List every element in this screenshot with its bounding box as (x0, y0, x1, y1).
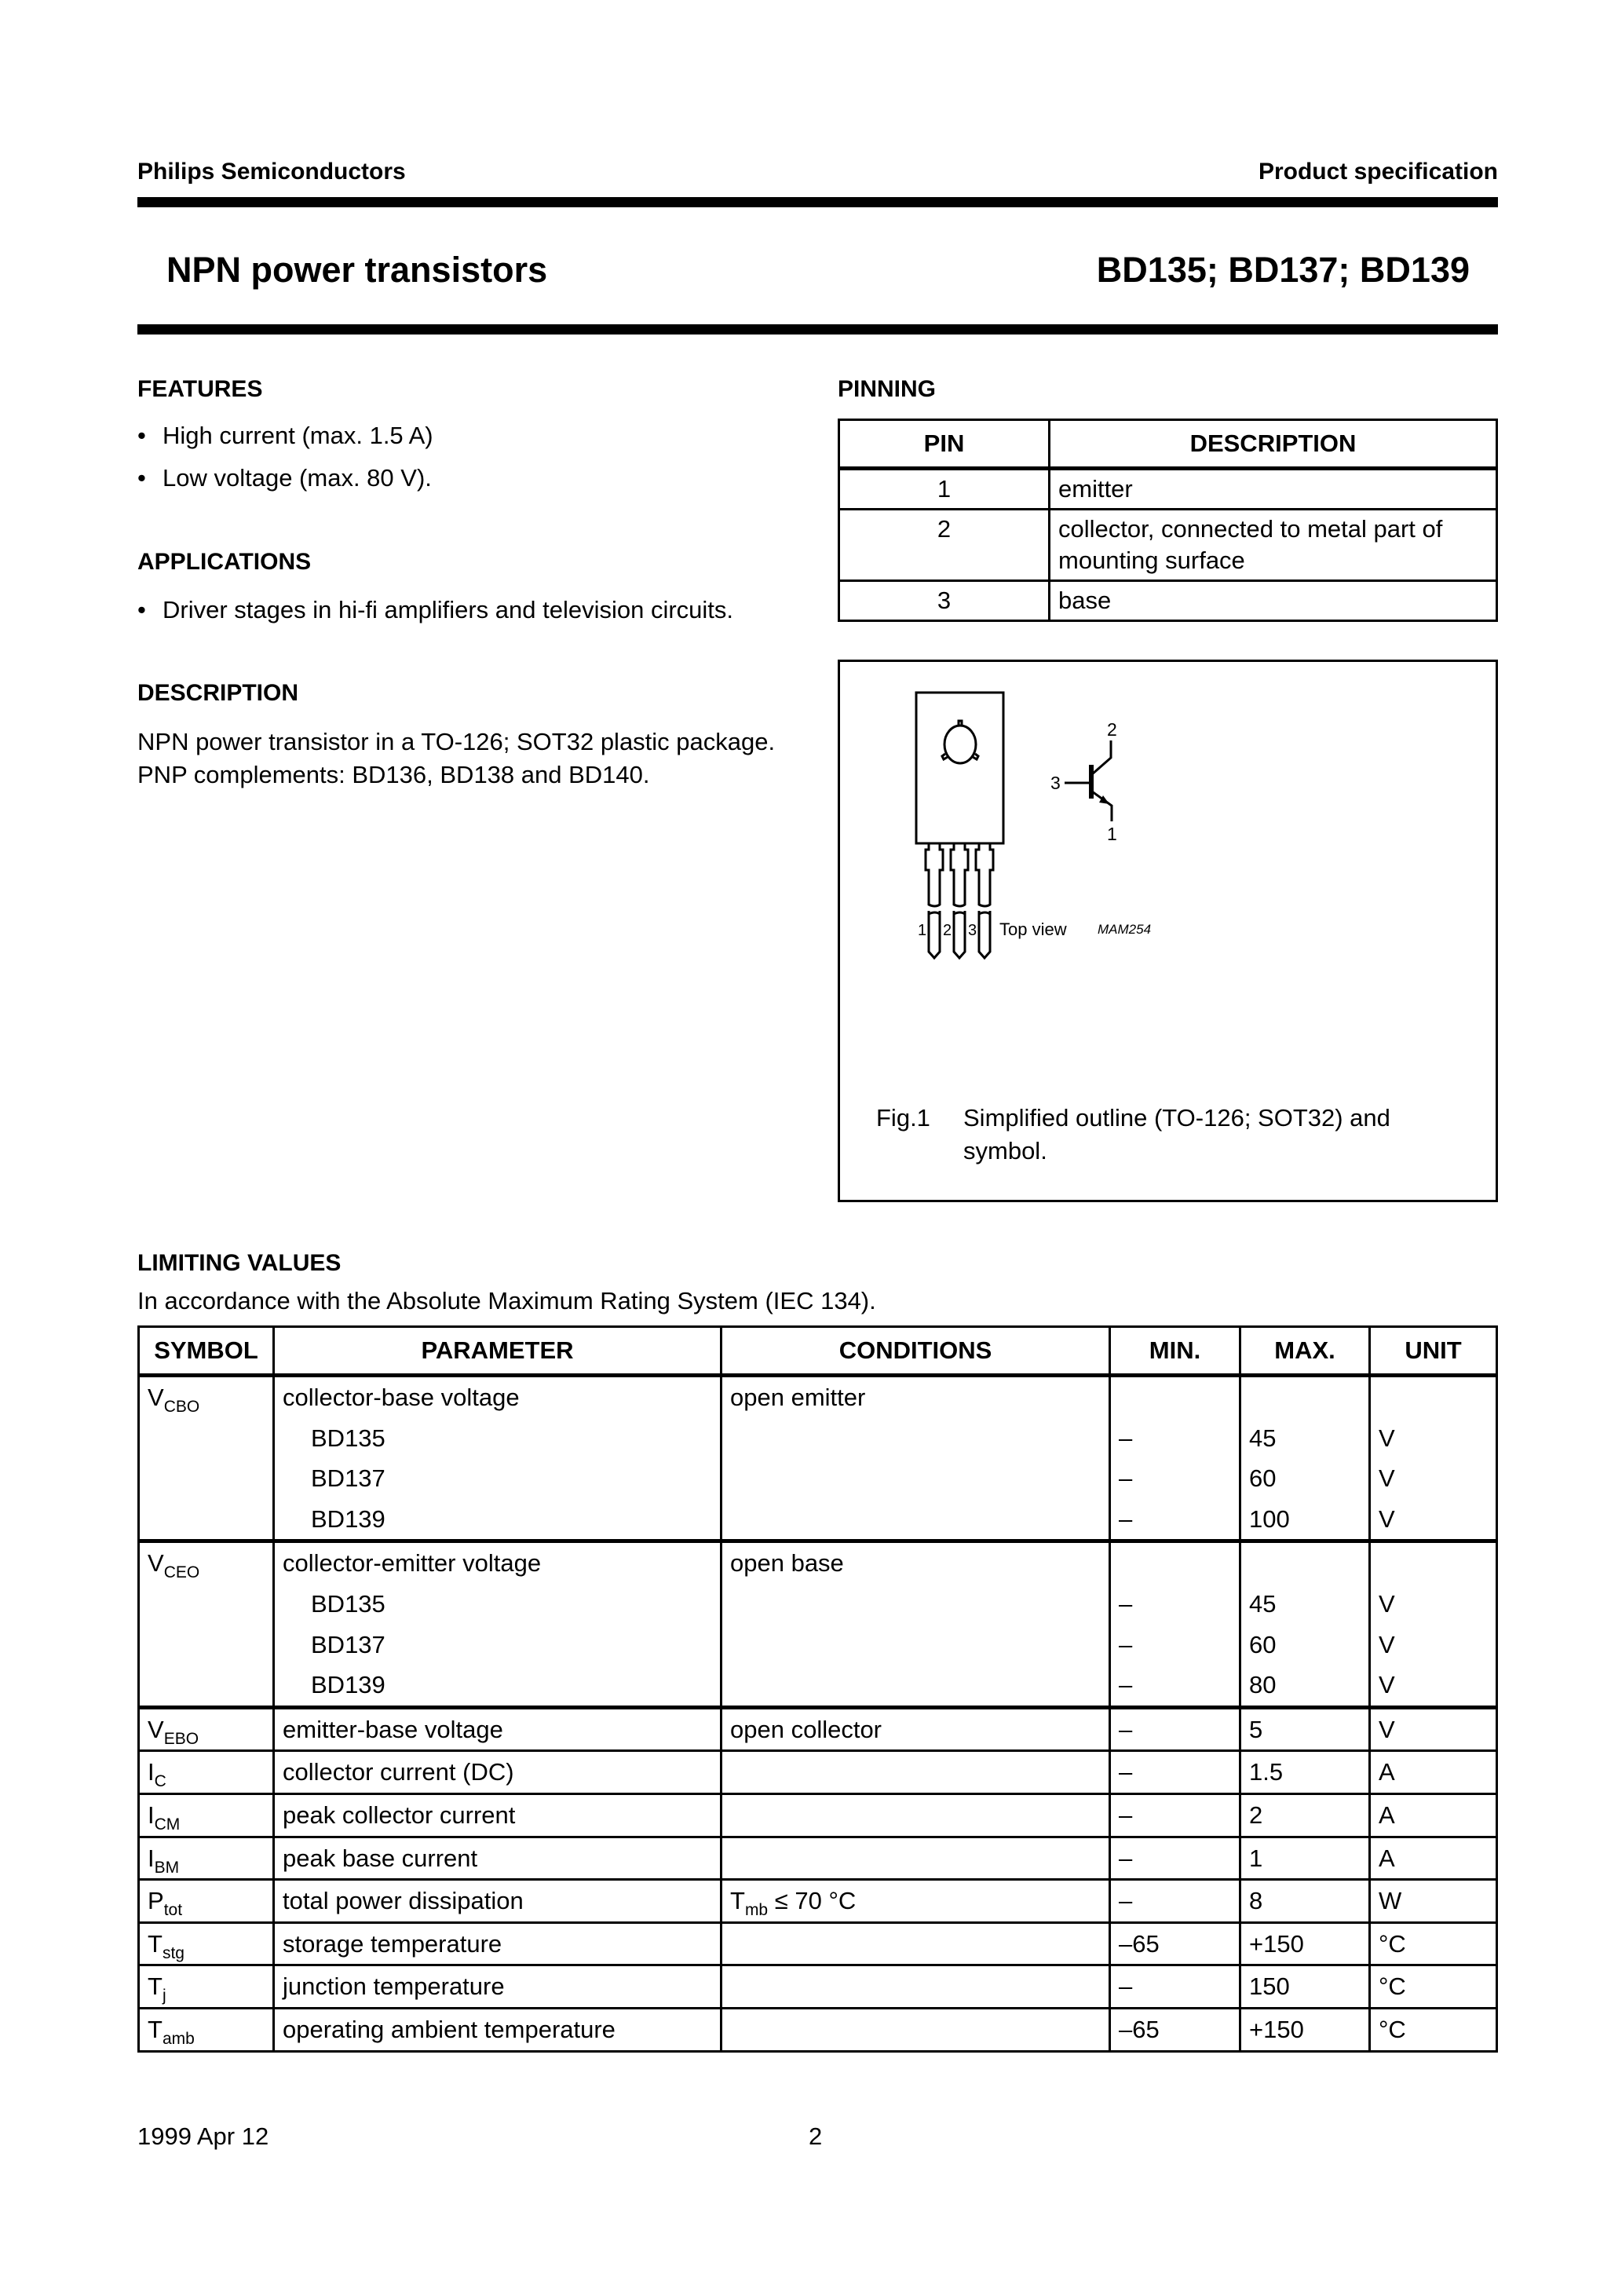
symbol-subscript: CBO (163, 1398, 200, 1416)
unit-cell (1370, 1376, 1497, 1541)
parameter: collector-base voltage (283, 1384, 520, 1411)
min-cell: – (1110, 1707, 1240, 1751)
max-value: 60 (1249, 1630, 1277, 1658)
symbol-cell (139, 2008, 274, 2051)
table-row (139, 1922, 1497, 1965)
min-cell: – (1110, 1965, 1240, 2009)
symbol-subscript: tot (163, 1901, 183, 1920)
max-value: 60 (1249, 1464, 1277, 1493)
table-row (139, 1751, 1497, 1794)
col-unit: UNIT (1370, 1327, 1497, 1376)
table-row (839, 510, 1497, 581)
parameter-cell: total power dissipation (274, 1880, 721, 1923)
package-body (916, 693, 1003, 843)
parameter-cell: operating ambient temperature (274, 2008, 721, 2051)
spacer (1119, 1377, 1231, 1418)
unit-value: V (1379, 1589, 1395, 1618)
application-item: • Driver stages in hi-fi amplifiers and television circuits. (137, 594, 828, 627)
table-row (839, 469, 1497, 510)
unit-cell: A (1370, 1837, 1497, 1880)
pinning-heading: PINNING (838, 376, 937, 402)
max-cell: 5 (1240, 1707, 1370, 1751)
parameter: collector-emitter voltage (283, 1549, 542, 1578)
conditions-cell (721, 1922, 1110, 1965)
table-row (139, 1793, 1497, 1837)
table-row (139, 1707, 1497, 1751)
condition-subscript: mb (744, 1901, 769, 1920)
col-max: MAX. (1240, 1327, 1370, 1376)
table-row (139, 1376, 1497, 1541)
conditions-cell: open base (721, 1541, 1110, 1707)
col-min: MIN. (1110, 1327, 1240, 1376)
max-cell: 1.5 (1240, 1751, 1370, 1794)
min-value: – (1119, 1630, 1133, 1658)
symbol-subscript: EBO (163, 1729, 199, 1748)
unit-cell: A (1370, 1793, 1497, 1837)
max-value: 45 (1249, 1424, 1277, 1452)
parameter-cell (274, 1376, 721, 1541)
symbol: T (148, 1972, 163, 2001)
parameter-cell: peak base current (274, 1837, 721, 1880)
conditions-cell (721, 1793, 1110, 1837)
symbol-subscript: j (162, 1987, 166, 2005)
max-value: 100 (1249, 1504, 1290, 1533)
table-row (139, 1837, 1497, 1880)
parameter-cell: peak collector current (274, 1793, 721, 1837)
unit-cell: W (1370, 1880, 1497, 1923)
symbol-subscript: CM (154, 1815, 181, 1834)
min-value: – (1119, 1424, 1133, 1452)
footer-date: 1999 Apr 12 (137, 2122, 269, 2150)
conditions-cell: open emitter (721, 1376, 1110, 1541)
max-cell (1240, 1376, 1370, 1541)
table-row (139, 1541, 1497, 1707)
lead-label: 3 (968, 922, 977, 939)
min-value: – (1119, 1464, 1133, 1493)
symbol: V (148, 1715, 164, 1743)
symbol: T (148, 1929, 163, 1958)
unit-value: V (1379, 1424, 1395, 1452)
symbol-subscript: CEO (163, 1563, 200, 1582)
condition-symbol: T (730, 1887, 745, 1915)
figure-number: Fig.1 (876, 1104, 930, 1132)
conditions-cell (721, 1965, 1110, 2009)
symbol-subscript: stg (162, 1943, 184, 1962)
symbol-cell (139, 1793, 274, 1837)
variant-name: BD139 (311, 1504, 385, 1533)
max-cell: 8 (1240, 1880, 1370, 1923)
variant-name: BD139 (311, 1671, 385, 1699)
lead-3 (976, 843, 993, 958)
symbol: I (148, 1801, 155, 1829)
features-heading: FEATURES (137, 376, 263, 402)
limiting-values-heading: LIMITING VALUES (137, 1250, 342, 1276)
applications-heading: APPLICATIONS (137, 549, 312, 575)
symbol-cell (139, 1541, 274, 1707)
emitter-label: 1 (1107, 824, 1117, 844)
symbol-cell (139, 1837, 274, 1880)
condition-text: ≤ 70 °C (774, 1887, 857, 1915)
lead-1 (926, 843, 943, 958)
symbol-cell (139, 1880, 274, 1923)
mounting-hole (944, 726, 976, 763)
figure-box (838, 660, 1498, 1202)
max-cell: +150 (1240, 2008, 1370, 2051)
parameter-cell: storage temperature (274, 1922, 721, 1965)
col-conditions: CONDITIONS (721, 1327, 1110, 1376)
max-cell: 1 (1240, 1837, 1370, 1880)
parameter-cell: collector current (DC) (274, 1751, 721, 1794)
conditions-cell (721, 2008, 1110, 2051)
feature-item: • High current (max. 1.5 A) (137, 419, 813, 452)
table-row (139, 1965, 1497, 2009)
symbol: I (148, 1844, 155, 1872)
symbol-cell (139, 1707, 274, 1751)
document-type: Product specification (1258, 159, 1498, 185)
unit-value: V (1379, 1671, 1395, 1699)
max-value: 45 (1249, 1589, 1277, 1618)
spacer (1249, 1543, 1361, 1584)
variant-name: BD137 (311, 1630, 385, 1658)
conditions-cell (721, 1837, 1110, 1880)
min-cell: –65 (1110, 2008, 1240, 2051)
max-cell (1240, 1541, 1370, 1707)
features-list (137, 419, 813, 495)
unit-value: V (1379, 1464, 1395, 1493)
condition-text: open collector (730, 1715, 882, 1743)
symbol-subscript: C (154, 1772, 166, 1791)
col-symbol: SYMBOL (139, 1327, 274, 1376)
symbol: V (148, 1384, 164, 1411)
unit-value: V (1379, 1630, 1395, 1658)
table-row (839, 581, 1497, 621)
description-text: NPN power transistor in a TO-126; SOT32 plastic package. PNP complements: BD136, BD138 and BD140. (137, 728, 776, 788)
symbol-cell (139, 1751, 274, 1794)
symbol-subscript: BM (154, 1858, 180, 1877)
col-parameter: PARAMETER (274, 1327, 721, 1376)
unit-value: V (1379, 1504, 1395, 1533)
unit-cell (1370, 1541, 1497, 1707)
min-cell: – (1110, 1880, 1240, 1923)
header-rule (137, 197, 1498, 207)
min-cell: – (1110, 1793, 1240, 1837)
min-cell: – (1110, 1751, 1240, 1794)
min-cell: – (1110, 1837, 1240, 1880)
pin-number: 3 (839, 581, 1050, 621)
min-value: – (1119, 1504, 1133, 1533)
min-cell: –65 (1110, 1922, 1240, 1965)
unit-cell: °C (1370, 1965, 1497, 2009)
title-rule (137, 324, 1498, 335)
col-pin: PIN (839, 420, 1050, 469)
table-row (139, 1880, 1497, 1923)
symbol: T (148, 2015, 163, 2043)
part-numbers: BD135; BD137; BD139 (1096, 250, 1470, 290)
min-value: – (1119, 1589, 1133, 1618)
max-cell: 2 (1240, 1793, 1370, 1837)
min-cell (1110, 1376, 1240, 1541)
min-cell (1110, 1541, 1240, 1707)
description-heading: DESCRIPTION (137, 680, 299, 706)
unit-cell: °C (1370, 1922, 1497, 1965)
parameter-cell: junction temperature (274, 1965, 721, 2009)
figure-caption: Simplified outline (TO-126; SOT32) and symbol. (963, 1104, 1390, 1164)
spacer (1119, 1543, 1231, 1584)
page-number: 2 (809, 2122, 823, 2150)
max-value: 80 (1249, 1671, 1277, 1699)
symbol: V (148, 1549, 164, 1578)
pin-number: 2 (839, 510, 1050, 581)
spacer (1379, 1377, 1488, 1418)
variant-name: BD135 (311, 1424, 385, 1452)
spacer (1379, 1543, 1488, 1584)
symbol-cell (139, 1376, 274, 1541)
limiting-values-subtitle: In accordance with the Absolute Maximum Rating System (IEC 134). (137, 1287, 876, 1314)
company-name: Philips Semiconductors (137, 159, 406, 185)
symbol: P (148, 1887, 164, 1915)
npn-transistor-symbol (1065, 740, 1112, 821)
lead-2 (951, 843, 968, 958)
page-title: NPN power transistors (166, 250, 548, 290)
min-value: – (1119, 1671, 1133, 1699)
col-description: DESCRIPTION (1050, 420, 1497, 469)
pinning-table (838, 419, 1498, 622)
pin-description: base (1050, 581, 1497, 621)
drawing-code: MAM254 (1098, 922, 1152, 937)
variant-name: BD137 (311, 1464, 385, 1493)
lead-label: 2 (943, 922, 952, 939)
variant-name: BD135 (311, 1589, 385, 1618)
conditions-cell (721, 1751, 1110, 1794)
parameter-cell: emitter-base voltage (274, 1707, 721, 1751)
feature-item: • Low voltage (max. 80 V). (137, 462, 813, 495)
max-cell: +150 (1240, 1922, 1370, 1965)
pin-number: 1 (839, 469, 1050, 510)
pin-description: emitter (1050, 469, 1497, 510)
base-label: 3 (1050, 773, 1061, 793)
applications-list (137, 594, 828, 627)
unit-cell: °C (1370, 2008, 1497, 2051)
spacer (1249, 1377, 1361, 1418)
view-label: Top view (999, 919, 1067, 939)
collector-label: 2 (1107, 719, 1117, 740)
unit-cell: A (1370, 1751, 1497, 1794)
symbol-subscript: amb (162, 2029, 195, 2048)
conditions-cell (721, 1880, 1110, 1923)
symbol-cell (139, 1922, 274, 1965)
symbol: I (148, 1758, 155, 1786)
limiting-values-table (137, 1325, 1498, 2053)
parameter-cell (274, 1541, 721, 1707)
table-row (139, 2008, 1497, 2051)
lead-label: 1 (918, 922, 927, 939)
max-cell: 150 (1240, 1965, 1370, 2009)
pin-description: collector, connected to metal part of mounting surface (1050, 510, 1497, 581)
unit-cell: V (1370, 1707, 1497, 1751)
symbol-cell (139, 1965, 274, 2009)
conditions-cell (721, 1707, 1110, 1751)
